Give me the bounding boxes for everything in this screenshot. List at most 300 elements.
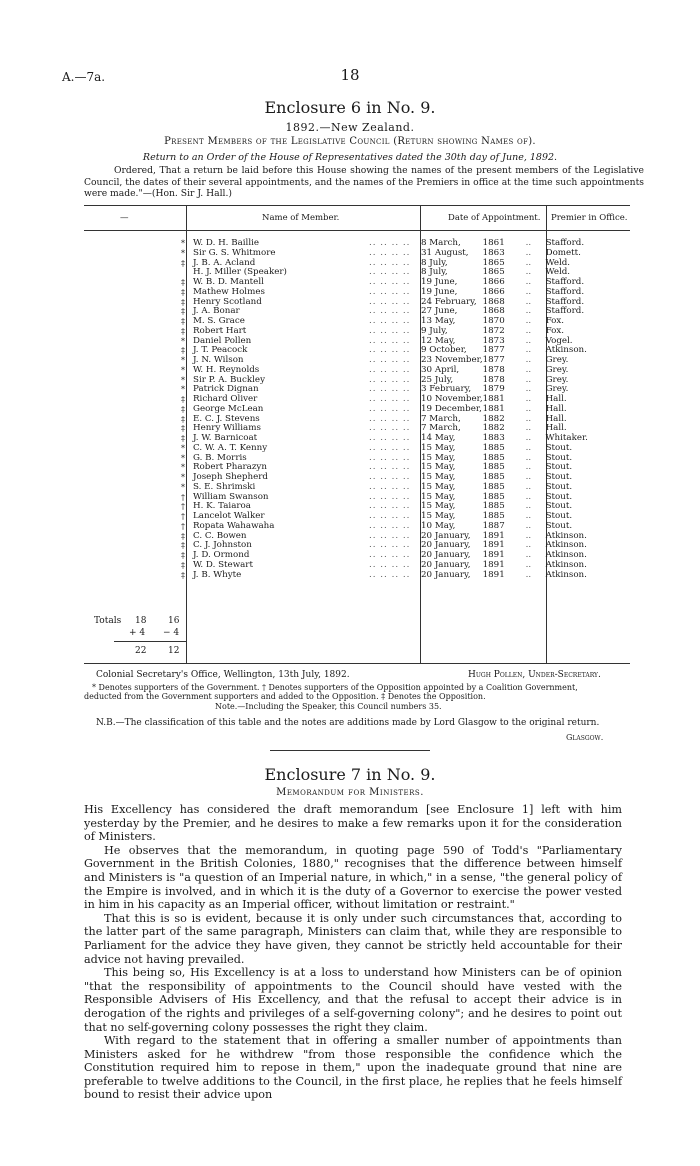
table-row: [84, 463, 616, 473]
appointment-day-month: 20 January,: [421, 530, 471, 541]
leader-dots: .. .. .. ..: [369, 374, 411, 385]
leader-dots: ..: [525, 316, 532, 326]
member-mark: †: [181, 502, 185, 512]
table-row: [84, 298, 616, 308]
member-mark: *: [181, 336, 185, 346]
premier-name: Fox.: [545, 316, 565, 326]
member-name: J. T. Peacock: [193, 345, 248, 356]
member-mark: ‡: [181, 326, 185, 336]
member-mark: ‡: [181, 297, 185, 307]
appointment-year: 1891: [482, 540, 505, 551]
totals-opp-adj: − 4: [163, 628, 180, 638]
totals-label: Totals: [94, 616, 122, 626]
member-mark: †: [181, 521, 185, 531]
appointment-day-month: 7 March,: [421, 413, 461, 424]
year-line: 1892.—New Zealand.: [285, 121, 415, 134]
table-row: [84, 268, 616, 278]
member-mark: †: [181, 512, 185, 521]
member-mark: [84, 268, 189, 278]
leader-dots: ..: [525, 257, 532, 268]
totals-opp: 16: [168, 616, 180, 626]
return-title: Present Members of the Legislative Council (Return showing Names of).: [164, 136, 536, 147]
member-name: W. D. Stewart: [193, 559, 253, 570]
member-mark: ‡: [181, 414, 185, 424]
appointment-year: 1878: [482, 364, 505, 375]
member-mark: ‡: [181, 570, 185, 580]
table-row: [84, 444, 616, 454]
leader-dots: .. .. .. ..: [369, 413, 411, 424]
memo-paragraph: This being so, His Excellency is at a loss to understand how Ministers can be of opinion "that the responsibility of appointments to the Council should have vested with the Responsible Advisers of His Excellency, and that the refusal to accept their advice is in derogation of the rights and privileges of a self-governing colony"; and he desires to point out that no self-governing colony possesses the right they claim.: [84, 966, 622, 1034]
member-mark: ‡: [181, 307, 185, 317]
appointment-year: 1881: [482, 394, 505, 404]
member-mark: *: [181, 473, 185, 482]
appointment-day-month: 8 July,: [421, 267, 448, 278]
appointment-day-month: 27 June,: [421, 306, 458, 317]
member-mark: *: [181, 365, 185, 375]
leader-dots: ..: [525, 286, 532, 297]
appointment-day-month: 13 May,: [421, 316, 456, 326]
premier-name: Stafford.: [545, 296, 585, 307]
leader-dots: ..: [525, 472, 532, 482]
premier-name: Atkinson.: [545, 345, 587, 356]
appointment-year: 1882: [482, 413, 505, 424]
appointment-year: 1891: [482, 569, 505, 580]
leader-dots: .. .. .. ..: [369, 501, 411, 512]
table-row: [84, 346, 616, 356]
leader-dots: .. .. .. ..: [369, 286, 411, 297]
member-mark: ‡: [181, 317, 185, 326]
leader-dots: ..: [525, 559, 532, 570]
leader-dots: ..: [525, 481, 532, 492]
premier-name: Stafford.: [545, 286, 585, 297]
table-row: [84, 337, 616, 347]
leader-dots: ..: [525, 267, 532, 278]
totals-gov-final: 22: [135, 646, 147, 656]
table-row: [84, 317, 616, 327]
member-mark: ‡: [181, 404, 185, 414]
premier-name: Fox.: [545, 325, 565, 336]
member-name: Daniel Pollen: [193, 335, 252, 346]
appointment-day-month: 20 January,: [421, 540, 471, 551]
member-mark: *: [181, 385, 185, 395]
appointment-year: 1879: [482, 384, 505, 395]
leader-dots: .. .. .. ..: [369, 325, 411, 336]
appointment-year: 1891: [482, 550, 505, 560]
premier-name: Domett.: [545, 247, 581, 258]
leader-dots: ..: [525, 238, 532, 248]
premier-name: Weld.: [545, 257, 571, 268]
premier-name: Grey.: [545, 355, 569, 365]
leader-dots: ..: [525, 345, 532, 356]
member-mark: *: [181, 482, 185, 492]
leader-dots: ..: [525, 413, 532, 424]
premier-name: Whitaker.: [545, 433, 588, 443]
table-row: [84, 532, 616, 542]
leader-dots: .. .. .. ..: [369, 335, 411, 346]
appointment-day-month: 19 June,: [421, 286, 458, 297]
appointment-day-month: 8 March,: [421, 238, 461, 248]
appointment-year: 1861: [482, 238, 505, 248]
premier-name: Hall.: [545, 394, 567, 404]
appointment-year: 1885: [482, 481, 505, 492]
leader-dots: .. .. .. ..: [369, 394, 411, 404]
premier-name: Atkinson.: [545, 559, 587, 570]
member-mark: ‡: [181, 531, 185, 541]
leader-dots: ..: [525, 462, 532, 473]
appointment-day-month: 30 April,: [421, 364, 460, 375]
leader-dots: .. .. .. ..: [369, 462, 411, 473]
appointment-year: 1887: [482, 520, 505, 531]
leader-dots: ..: [525, 530, 532, 541]
leader-dots: .. .. .. ..: [369, 423, 411, 434]
totals-opp-final: 12: [168, 646, 180, 656]
appointment-year: 1883: [482, 433, 505, 443]
leader-dots: ..: [525, 374, 532, 385]
appointment-year: 1885: [482, 501, 505, 512]
leader-dots: .. .. .. ..: [369, 316, 411, 326]
premier-name: Stout.: [545, 481, 573, 492]
member-mark: *: [181, 356, 185, 365]
member-name: C. C. Bowen: [193, 530, 247, 541]
appointment-day-month: 10 May,: [421, 520, 456, 531]
appointment-year: 1873: [482, 335, 505, 346]
table-row: [84, 522, 616, 532]
members-table: [84, 239, 616, 580]
leader-dots: .. .. .. ..: [369, 277, 411, 287]
member-name: J. W. Barnicoat: [193, 433, 258, 443]
table-row: [84, 356, 616, 366]
table-row: [84, 249, 616, 259]
member-mark: ‡: [181, 560, 185, 570]
premier-name: Weld.: [545, 267, 571, 278]
table-row: [84, 366, 616, 376]
leader-dots: .. .. .. ..: [369, 520, 411, 531]
legend-line-1: * Denotes supporters of the Government. † Denotes supporters of the Opposition appointed by a Coalition Government,: [92, 683, 578, 692]
return-order-note: Return to an Order of the House of Representatives dated the 30th day of June, 1892.: [142, 152, 558, 163]
leader-dots: .. .. .. ..: [369, 569, 411, 580]
appointment-year: 1885: [482, 491, 505, 502]
appointment-year: 1865: [482, 257, 505, 268]
member-name: J. N. Wilson: [193, 355, 244, 365]
memo-paragraph: With regard to the statement that in offering a smaller number of appointments than Ministers asked for he withdrew "from those responsible the confidence which the Constitution required him to repose in them," upon the inadequate ground that nine are preferable to twelve additions to the Council, in the first place, he replies that he feels himself bound to resist their advice upon: [84, 1034, 622, 1102]
leader-dots: .. .. .. ..: [369, 511, 411, 521]
premier-name: Stout.: [545, 442, 573, 453]
leader-dots: .. .. .. ..: [369, 364, 411, 375]
appointment-year: 1877: [482, 355, 505, 365]
premier-name: Hall.: [545, 403, 567, 414]
leader-dots: ..: [525, 355, 532, 365]
member-name: Robert Hart: [193, 325, 247, 336]
appointment-year: 1882: [482, 423, 505, 434]
appointment-day-month: 15 May,: [421, 481, 456, 492]
member-mark: ‡: [181, 424, 185, 434]
premier-name: Stout.: [545, 491, 573, 502]
member-name: Richard Oliver: [193, 394, 258, 404]
col-header-date: Date of Appointment.: [448, 213, 541, 223]
member-mark: ‡: [181, 395, 185, 404]
member-name: H. J. Miller (Speaker): [193, 267, 287, 278]
premier-name: Grey.: [545, 384, 569, 395]
table-header-rule: [84, 230, 630, 231]
appointment-day-month: 20 January,: [421, 559, 471, 570]
leader-dots: ..: [525, 306, 532, 317]
premier-name: Stout.: [545, 520, 573, 531]
table-row: [84, 405, 616, 415]
leader-dots: ..: [525, 384, 532, 395]
leader-dots: .. .. .. ..: [369, 472, 411, 482]
premier-name: Stout.: [545, 452, 573, 463]
member-name: W. B. D. Mantell: [193, 277, 264, 287]
appointment-day-month: 24 February,: [421, 296, 477, 307]
appointment-year: 1878: [482, 374, 505, 385]
appointment-day-month: 20 January,: [421, 569, 471, 580]
appointment-year: 1891: [482, 530, 505, 541]
appointment-day-month: 3 February,: [421, 384, 472, 395]
member-name: S. E. Shrimski: [193, 481, 256, 492]
appointment-year: 1885: [482, 462, 505, 473]
premier-name: Grey.: [545, 374, 569, 385]
premier-name: Atkinson.: [545, 530, 587, 541]
member-mark: ‡: [181, 434, 185, 443]
leader-dots: .. .. .. ..: [369, 491, 411, 502]
appointment-day-month: 12 May,: [421, 335, 456, 346]
leader-dots: ..: [525, 540, 532, 551]
glasgow-sign: Glasgow.: [566, 733, 604, 742]
appointment-day-month: 9 October,: [421, 345, 467, 356]
col-header-name: Name of Member.: [262, 213, 340, 223]
premier-name: Vogel.: [545, 335, 573, 346]
page-number: 18: [340, 66, 360, 84]
office-line: Colonial Secretary's Office, Wellington, 13th July, 1892.: [96, 670, 350, 680]
appointment-year: 1881: [482, 403, 505, 414]
table-top-rule: [84, 205, 630, 206]
appointment-day-month: 15 May,: [421, 501, 456, 512]
member-mark: ‡: [181, 258, 185, 268]
table-row: [84, 376, 616, 386]
leader-dots: .. .. .. ..: [369, 238, 411, 248]
leader-dots: ..: [525, 550, 532, 560]
appointment-day-month: 19 December,: [421, 403, 482, 414]
member-name: M. S. Grace: [193, 316, 245, 326]
appointment-day-month: 7 March,: [421, 423, 461, 434]
leader-dots: ..: [525, 569, 532, 580]
member-name: Robert Pharazyn: [193, 462, 267, 473]
member-name: George McLean: [193, 403, 264, 414]
table-row: [84, 327, 616, 337]
appointment-day-month: 9 July,: [421, 325, 448, 336]
leader-dots: .. .. .. ..: [369, 452, 411, 463]
appointment-day-month: 8 July,: [421, 257, 448, 268]
premier-name: Atkinson.: [545, 540, 587, 551]
leader-dots: .. .. .. ..: [369, 559, 411, 570]
premier-name: Stout.: [545, 501, 573, 512]
member-name: Sir G. S. Whitmore: [193, 247, 276, 258]
premier-name: Atkinson.: [545, 550, 587, 560]
appointment-day-month: 19 June,: [421, 277, 458, 287]
leader-dots: .. .. .. ..: [369, 355, 411, 365]
leader-dots: ..: [525, 277, 532, 287]
premier-name: Hall.: [545, 413, 567, 424]
member-mark: ‡: [181, 287, 185, 297]
table-row: [84, 473, 616, 483]
premier-name: Grey.: [545, 364, 569, 375]
member-name: William Swanson: [193, 491, 269, 502]
leader-dots: .. .. .. ..: [369, 345, 411, 356]
member-name: G. B. Morris: [193, 452, 247, 463]
leader-dots: .. .. .. ..: [369, 481, 411, 492]
premier-name: Stafford.: [545, 306, 585, 317]
memo-body: [84, 803, 622, 1102]
leader-dots: .. .. .. ..: [369, 247, 411, 258]
appointment-day-month: 20 January,: [421, 550, 471, 560]
leader-dots: ..: [525, 423, 532, 434]
table-row: [84, 415, 616, 425]
member-name: Patrick Dignan: [193, 384, 259, 395]
member-mark: *: [181, 248, 185, 258]
leader-dots: ..: [525, 394, 532, 404]
member-name: J. A. Bonar: [193, 306, 240, 317]
member-name: J. B. Whyte: [193, 569, 242, 580]
legend-line-2: deducted from the Government supporters and added to the Opposition. ‡ Denotes the Opposition.: [84, 692, 486, 701]
premier-name: Stafford.: [545, 238, 585, 248]
member-name: Henry Scotland: [193, 296, 262, 307]
table-row: [84, 278, 616, 288]
leader-dots: .. .. .. ..: [369, 306, 411, 317]
member-mark: ‡: [181, 541, 185, 551]
table-row: [84, 395, 616, 405]
memo-paragraph: He observes that the memorandum, in quoting page 590 of Todd's "Parliamentary Government in the British Colonies, 1880," recognises that the difference between himself and Ministers is "a question of an Imperial nature, in which," in a sense, "the general policy of the Empire is involved, and in which it is the duty of a Governor to exercise the power vested in him in his capacity as an Imperial officer, without limitation or restraint.": [84, 843, 622, 912]
appointment-year: 1891: [482, 559, 505, 570]
member-mark: *: [181, 375, 185, 385]
table-row: [84, 239, 616, 249]
premier-name: Stout.: [545, 472, 573, 482]
table-row: [84, 502, 616, 512]
enclosure-7-heading: Enclosure 7 in No. 9.: [264, 765, 436, 784]
leader-dots: ..: [525, 296, 532, 307]
member-name: W. D. H. Baillie: [193, 238, 260, 248]
leader-dots: .. .. .. ..: [369, 530, 411, 541]
col-header-mark: —: [120, 213, 129, 223]
member-mark: *: [181, 453, 185, 463]
appointment-year: 1877: [482, 345, 505, 356]
appointment-year: 1866: [482, 277, 505, 287]
appointment-year: 1885: [482, 472, 505, 482]
table-row: [84, 259, 616, 269]
leader-dots: ..: [525, 452, 532, 463]
appointment-day-month: 14 May,: [421, 433, 456, 443]
table-row: [84, 385, 616, 395]
leader-dots: ..: [525, 335, 532, 346]
table-row: [84, 288, 616, 298]
leader-dots: ..: [525, 364, 532, 375]
premier-name: Stout.: [545, 462, 573, 473]
leader-dots: .. .. .. ..: [369, 296, 411, 307]
member-mark: *: [181, 443, 185, 453]
appointment-year: 1863: [482, 247, 505, 258]
premier-name: Hall.: [545, 423, 567, 434]
leader-dots: ..: [525, 442, 532, 453]
member-name: Ropata Wahawaha: [193, 520, 275, 531]
member-name: Joseph Shepherd: [193, 472, 268, 482]
member-mark: ‡: [181, 346, 185, 356]
premier-name: Atkinson.: [545, 569, 587, 580]
member-name: Henry Williams: [193, 423, 261, 434]
appointment-year: 1872: [482, 325, 505, 336]
appointment-day-month: 15 May,: [421, 491, 456, 502]
appointment-year: 1870: [482, 316, 505, 326]
table-row: [84, 512, 616, 522]
note-line: Note.—Including the Speaker, this Council numbers 35.: [215, 702, 442, 711]
member-mark: *: [181, 239, 185, 248]
leader-dots: .. .. .. ..: [369, 267, 411, 278]
member-mark: ‡: [181, 551, 185, 560]
leader-dots: ..: [525, 325, 532, 336]
leader-dots: .. .. .. ..: [369, 403, 411, 414]
member-mark: ‡: [181, 278, 185, 287]
member-name: E. C. J. Stevens: [193, 413, 260, 424]
totals-rule: [114, 641, 186, 642]
table-row: [84, 561, 616, 571]
table-row: [84, 424, 616, 434]
appointment-day-month: 15 May,: [421, 511, 456, 521]
member-name: C. W. A. T. Kenny: [193, 442, 268, 453]
appointment-year: 1868: [482, 296, 505, 307]
leader-dots: .. .. .. ..: [369, 433, 411, 443]
nb-line: N.B.—The classification of this table and the notes are additions made by Lord Glasgow to the original return.: [96, 718, 600, 728]
member-name: Lancelot Walker: [193, 511, 265, 521]
signer-line: Hugh Pollen, Under-Secretary.: [468, 670, 601, 680]
leader-dots: ..: [525, 501, 532, 512]
appointment-year: 1885: [482, 511, 505, 521]
leader-dots: .. .. .. ..: [369, 257, 411, 268]
totals-gov: 18: [135, 616, 147, 626]
col-header-premier: Premier in Office.: [551, 213, 628, 223]
appointment-year: 1868: [482, 306, 505, 317]
leader-dots: .. .. .. ..: [369, 540, 411, 551]
appointment-day-month: 15 May,: [421, 462, 456, 473]
member-name: Sir P. A. Buckley: [193, 374, 265, 385]
leader-dots: ..: [525, 491, 532, 502]
table-row: [84, 571, 616, 581]
appointment-day-month: 23 November,: [421, 355, 483, 365]
appointment-day-month: 15 May,: [421, 442, 456, 453]
table-row: [84, 551, 616, 561]
member-name: H. K. Taiaroa: [193, 501, 251, 512]
memo-paragraph: His Excellency has considered the draft memorandum [see Enclosure 1] left with him yesterday by the Premier, and he desires to make a few remarks upon it for the consideration of Ministers.: [84, 803, 622, 844]
appointment-year: 1885: [482, 452, 505, 463]
leader-dots: ..: [525, 247, 532, 258]
appointment-day-month: 15 May,: [421, 472, 456, 482]
member-name: J. D. Ormond: [193, 550, 250, 560]
leader-dots: .. .. .. ..: [369, 550, 411, 560]
leader-dots: .. .. .. ..: [369, 384, 411, 395]
leader-dots: ..: [525, 520, 532, 531]
appointment-day-month: 25 July,: [421, 374, 454, 385]
appointment-day-month: 15 May,: [421, 452, 456, 463]
leader-dots: ..: [525, 403, 532, 414]
member-mark: *: [181, 463, 185, 473]
enclosure-6-heading: Enclosure 6 in No. 9.: [264, 98, 436, 117]
table-row: [84, 493, 616, 503]
premier-name: Stafford.: [545, 277, 585, 287]
leader-dots: ..: [525, 511, 532, 521]
table-row: [84, 483, 616, 493]
table-row: [84, 434, 616, 444]
member-name: Mathew Holmes: [193, 286, 265, 297]
appointment-year: 1885: [482, 442, 505, 453]
appointment-day-month: 10 November,: [421, 394, 483, 404]
member-name: C. J. Johnston: [193, 540, 252, 551]
